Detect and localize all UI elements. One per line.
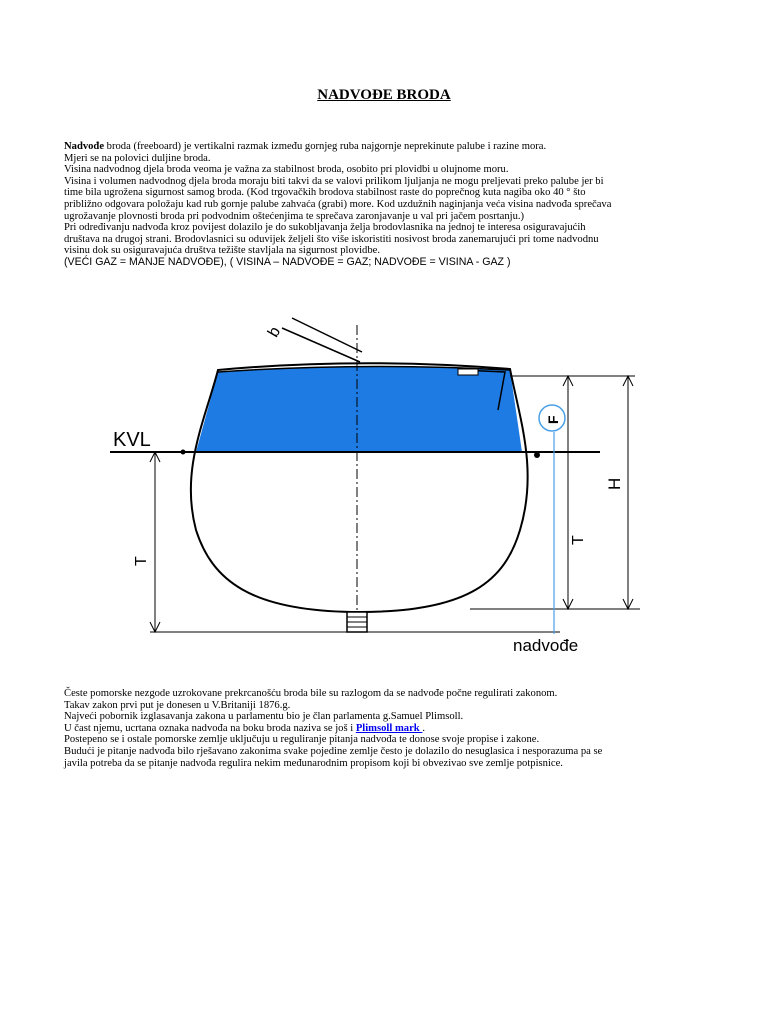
intro-paragraph [64,141,744,269]
history-line: Najveći pobornik izglasavanja zakona u parlamentu bio je član parlamenta g.Samuel Plimsoll. [64,711,464,723]
label-f: F [545,415,561,424]
intro-line-1 [64,141,744,153]
history-line: Česte pomorske nezgode uzrokovane prekrcanošću broda bile su razlogom da se nadvođe počne regulirati zakonom. [64,688,558,699]
intro-line: približno odgovara položaju kad rub gornje palube zahvaća (grabi) more. Kod uzdužnih naginjanja veća visina nadvođa sprečava [64,198,612,210]
intro-line: Mjeri se na polovici duljine broda. [64,152,211,164]
label-t-left: T [133,556,150,566]
page-title: NADVOĐE BRODA [317,87,451,103]
intro-line: ugrožavanje plovnosti broda pri podvodnim oštećenjima te sprečava zaronjavanje u val pri jačem posrtanju.) [64,210,525,222]
history-line-with-link [64,723,744,735]
intro-line-1-text: broda (freeboard) je vertikalni razmak između gornjeg ruba najgornje neprekinute palube i razine mora. [104,141,547,152]
freeboard-diagram [0,300,768,665]
history-line: javila potreba da se pitanje nadvođa regulira nekim međunarodnim propisom koji bi obvezivao sve zemlje potpisnice. [64,757,563,769]
label-t-right: T [570,535,587,545]
intro-line: time bila ugrožena sigurnost samog broda. (Kod trgovačkih brodova stabilnost raste do poprečnog kuta nagiba oko 40 ° što [64,187,586,199]
freeboard-region [196,366,522,452]
intro-line: Pri određivanju nadvođa kroz povijest dolazilo je do sukobljavanja želja brodovlasnika na jednoj te interesa osiguravajućih [64,222,586,234]
history-paragraph [64,688,744,769]
link-suffix: . [422,722,425,734]
label-b: b [264,323,285,341]
intro-line: Visina nadvodnog djela broda veoma je važna za stabilnost broda, osobito pri plovidbi u olujnome moru. [64,164,509,176]
label-kvl: KVL [113,429,151,451]
history-line: Postepeno se i ostale pomorske zemlje uključuju u reguliranje pitanja nadvođa te donose svoje propise i zakone. [64,734,540,746]
intro-line: visinu dok su osiguravajuća društva težište stavljala na sigurnost plovidbe. [64,245,380,257]
term-nadvode: Nadvođe [64,141,105,152]
plimsoll-mark-link[interactable]: Plimsoll mark [355,722,423,734]
history-line: Budući je pitanje nadvođa bilo rješavano zakonima svake pojedine zemlje često je dolazilo do nesuglasica i nesporazuma pa se [64,745,603,757]
label-h: H [605,477,624,490]
formula-line: (VEĆI GAZ = MANJE NADVOĐE), ( VISINA – NADVOĐE = GAZ; NADVOĐE = VISINA - GAZ ) [64,255,511,268]
history-line: Takav zakon prvi put je donesen u V.Britaniji 1876.g. [64,699,291,711]
intro-line: društava na drugoj strani. Brodovlasnici su oduvijek željeli što više iskoristiti nosivost broda zanemarujući pri tome nadvodnu [64,233,599,245]
figure-caption: nadvođe [513,636,579,655]
intro-line: Visina i volumen nadvodnog djela broda moraju biti takvi da se valovi prilikom ljuljanja ne mogu preljevati preko palube jer bi [64,175,604,187]
link-prefix: U čast njemu, ucrtana oznaka nadvođa na boku broda naziva se još i [64,722,356,734]
